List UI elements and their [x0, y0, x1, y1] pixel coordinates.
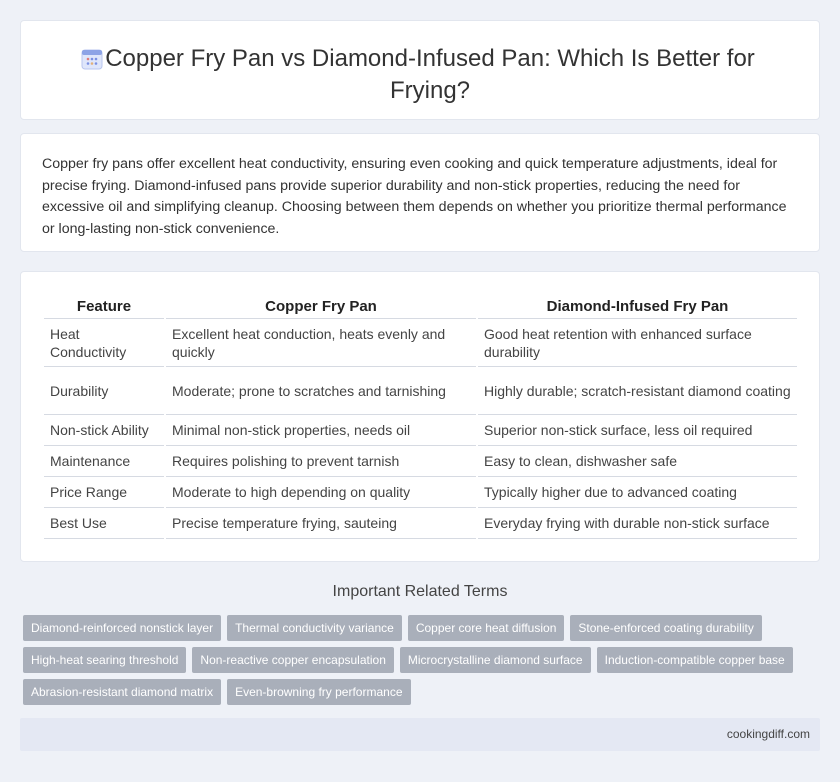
intro-paragraph: Copper fry pans offer excellent heat conductivity, ensuring even cooking and quick temperature adjustments, ideal for precise frying. Diamond-infused pans provide superior durability and non-stick properties, reducing the need for excessive oil and simplifying cleanup. Choosing between them depends on whether you prioritize thermal performance or long-lasting non-stick convenience. — [42, 156, 787, 237]
related-term-tag[interactable]: Even-browning fry performance — [227, 679, 410, 705]
table-cell: Typically higher due to advanced coating — [478, 477, 797, 508]
table-cell: Durability — [44, 367, 164, 415]
table-cell: Moderate; prone to scratches and tarnishing — [166, 367, 476, 415]
footer — [20, 718, 820, 751]
table-header-row — [44, 294, 797, 319]
comparison-card — [20, 271, 820, 562]
table-cell: Everyday frying with durable non-stick surface — [478, 508, 797, 539]
table-cell: Moderate to high depending on quality — [166, 477, 476, 508]
related-terms-list — [23, 615, 813, 705]
table-cell: Highly durable; scratch-resistant diamond coating — [478, 367, 797, 415]
table-cell: Non-stick Ability — [44, 415, 164, 446]
table-row — [44, 477, 797, 508]
header-feature: Feature — [44, 294, 164, 319]
related-term-tag[interactable]: Stone-enforced coating durability — [570, 615, 761, 641]
related-term-tag[interactable]: High-heat searing threshold — [23, 647, 186, 673]
header-copper: Copper Fry Pan — [166, 294, 476, 319]
related-term-tag[interactable]: Diamond-reinforced nonstick layer — [23, 615, 221, 641]
page-title: Copper Fry Pan vs Diamond-Infused Pan: Which Is Better for Frying? — [105, 45, 755, 104]
footer-site-link[interactable]: cookingdiff.com — [726, 727, 810, 741]
header-diamond: Diamond-Infused Fry Pan — [478, 294, 797, 319]
table-cell: Requires polishing to prevent tarnish — [166, 446, 476, 477]
table-cell: Precise temperature frying, sauteing — [166, 508, 476, 539]
table-cell: Easy to clean, dishwasher safe — [478, 446, 797, 477]
table-cell: Good heat retention with enhanced surface durability — [478, 319, 797, 367]
related-term-tag[interactable]: Copper core heat diffusion — [408, 615, 565, 641]
table-row — [44, 446, 797, 477]
related-term-tag[interactable]: Abrasion-resistant diamond matrix — [23, 679, 221, 705]
table-cell: Minimal non-stick properties, needs oil — [166, 415, 476, 446]
table-cell: Heat Conductivity — [44, 319, 164, 367]
related-term-tag[interactable]: Microcrystalline diamond surface — [400, 647, 591, 673]
intro-card — [20, 133, 820, 252]
table-cell: Best Use — [44, 508, 164, 539]
table-cell: Maintenance — [44, 446, 164, 477]
related-terms-heading: Important Related Terms — [332, 583, 508, 600]
table-row — [44, 367, 797, 415]
table-cell: Excellent heat conduction, heats evenly and quickly — [166, 319, 476, 367]
title-card — [20, 20, 820, 120]
table-row — [44, 415, 797, 446]
table-cell: Price Range — [44, 477, 164, 508]
comparison-table — [42, 294, 799, 539]
table-row — [44, 319, 797, 367]
related-term-tag[interactable]: Induction-compatible copper base — [597, 647, 793, 673]
related-term-tag[interactable]: Thermal conductivity variance — [227, 615, 402, 641]
table-row — [44, 508, 797, 539]
related-term-tag[interactable]: Non-reactive copper encapsulation — [192, 647, 393, 673]
table-cell: Superior non-stick surface, less oil required — [478, 415, 797, 446]
